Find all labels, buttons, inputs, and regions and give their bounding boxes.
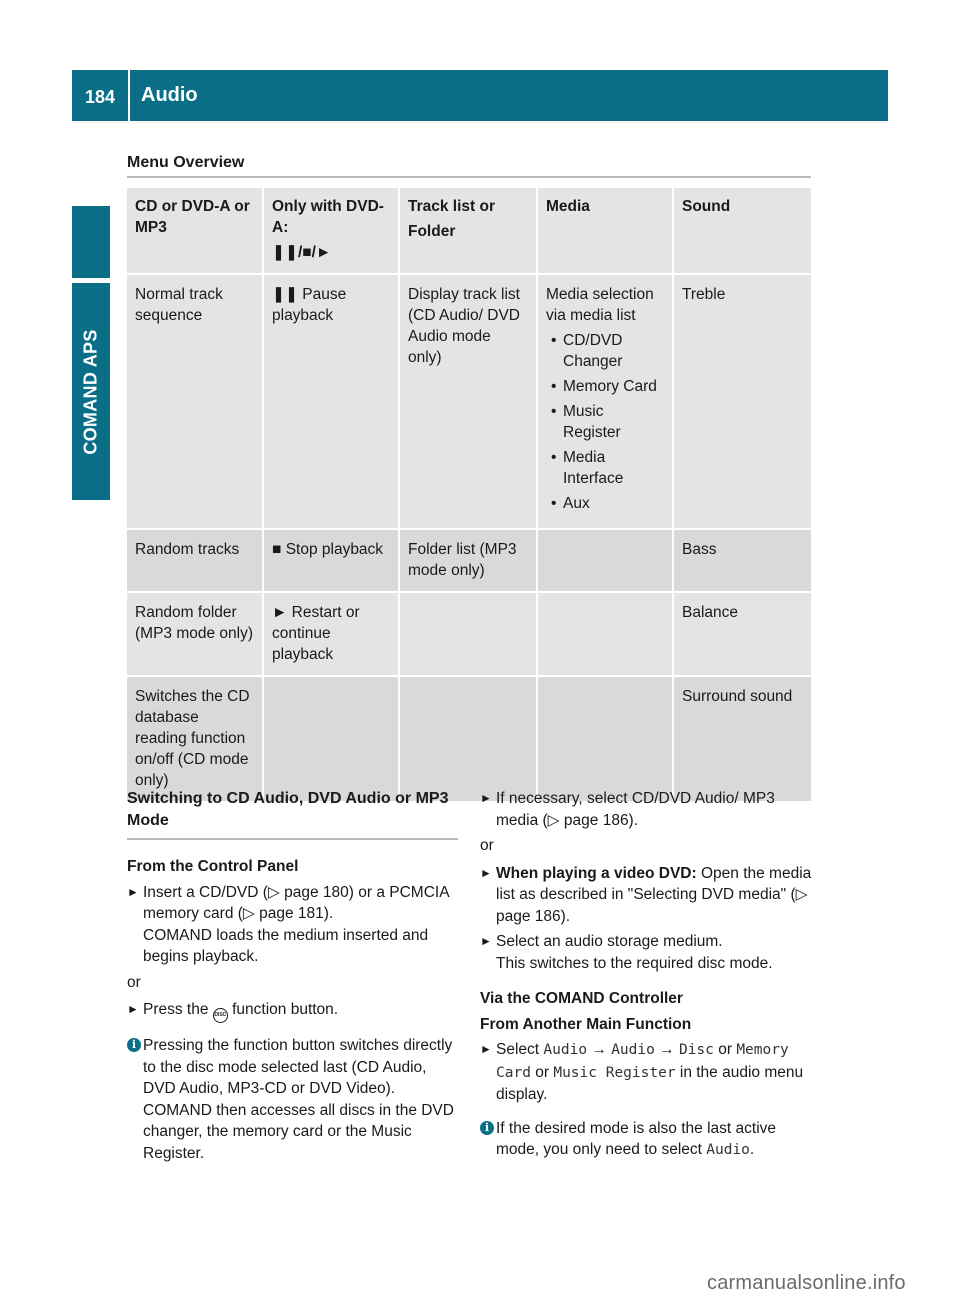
side-tab-label: COMAND APS <box>80 329 101 455</box>
section-heading: Switching to CD Audio, DVD Audio or MP3 Mode <box>127 788 458 840</box>
page-number: 184 <box>84 87 116 107</box>
info-text-end: . <box>749 1141 755 1158</box>
step-text: Insert a CD/DVD (▷ page 180) or a PCMCIA memory card (▷ page 181). <box>143 883 449 922</box>
menu-item-music-register: Music Register <box>553 1064 676 1081</box>
list-item: • CD/DVD Changer <box>546 330 664 372</box>
step-text: Press the <box>143 1001 209 1018</box>
instruction-step <box>480 863 812 928</box>
column-header-label: Only with DVD-A: <box>272 198 384 236</box>
info-text: Pressing the function button switches directly to the disc mode selected last (CD Audio, DVD Audio, MP3-CD or DVD Video). COMAND then accesses all discs in the DVD changer, the memory card or the Music Register. <box>143 1037 454 1162</box>
page-header <box>72 70 888 121</box>
table-cell: Bass <box>673 529 811 592</box>
table-cell: Display track list (CD Audio/ DVD Audio mode only) <box>399 274 537 529</box>
table-row <box>127 592 811 676</box>
info-note <box>127 1035 458 1164</box>
column-header-sub: Folder <box>408 223 456 240</box>
menu-item-disc: Disc <box>678 1042 714 1058</box>
step-arrow-icon: ► <box>480 865 492 880</box>
or-text: or <box>127 973 141 991</box>
table-row <box>127 676 811 802</box>
instruction-step <box>480 931 812 974</box>
menu-item-memory-card: Memory Card <box>496 1042 789 1081</box>
menu-overview-title: Menu Overview <box>127 154 811 178</box>
left-column <box>127 788 458 1164</box>
header-divider <box>128 70 130 121</box>
menu-overview-table <box>127 188 811 803</box>
info-icon: i <box>480 1121 494 1135</box>
menu-item-audio: Audio <box>543 1042 588 1058</box>
column-header-label: Track list or <box>408 198 496 215</box>
or-text: or <box>718 1041 732 1058</box>
play-icon: ► <box>272 604 288 621</box>
step-text: If necessary, select CD/DVD Audio/ MP3 media (▷ page 186). <box>496 790 775 829</box>
table-cell: Balance <box>673 592 811 676</box>
table-cell <box>399 592 537 676</box>
info-text: If the desired mode is also the last active mode, you only need to select <box>496 1119 777 1158</box>
info-note <box>480 1118 812 1162</box>
column-header: CD or DVD-A or MP3 <box>127 188 263 274</box>
cell-text: Restart or continue playback <box>272 604 360 663</box>
table-header-row <box>127 188 811 274</box>
instruction-step <box>480 788 812 831</box>
column-header <box>399 188 537 274</box>
subheading: From the Control Panel <box>127 858 299 875</box>
table-cell: Random folder (MP3 mode only) <box>127 592 263 676</box>
table-cell: Surround sound <box>673 676 811 802</box>
disc-button-icon: DISC <box>213 1008 228 1023</box>
table-cell <box>537 592 673 676</box>
step-text: function button. <box>232 1001 339 1018</box>
list-item: • Aux <box>546 493 664 514</box>
step-result: COMAND loads the medium inserted and begins playback. <box>143 926 429 965</box>
column-header <box>263 188 399 274</box>
playback-symbols: ❚❚/■/► <box>272 244 332 261</box>
media-list <box>546 330 664 514</box>
list-item: • Media Interface <box>546 447 664 489</box>
table-cell <box>263 274 399 529</box>
step-result: This switches to the required disc mode. <box>496 954 773 972</box>
list-item: • Music Register <box>546 401 664 443</box>
column-header: Sound <box>673 188 811 274</box>
step-text: Select an audio storage medium. <box>496 933 723 950</box>
cell-text: Pause playback <box>272 286 347 324</box>
cell-text: Stop playback <box>285 541 384 558</box>
table-cell: Normal track sequence <box>127 274 263 529</box>
table-row <box>127 274 811 529</box>
subheading: From Another Main Function <box>480 1015 692 1033</box>
step-label: When playing a video DVD: <box>496 864 697 882</box>
table-cell <box>537 274 673 529</box>
table-cell <box>399 676 537 802</box>
table-row <box>127 529 811 592</box>
step-text: in the audio menu display. <box>496 1063 804 1103</box>
arrow-icon: → <box>659 1041 675 1058</box>
step-text: Open the media list as described in "Selecting DVD media" (▷ page 186). <box>496 864 812 925</box>
step-arrow-icon: ► <box>127 1002 139 1016</box>
table-cell <box>537 529 673 592</box>
step-arrow-icon: ► <box>480 934 492 948</box>
instruction-step <box>127 882 458 968</box>
menu-item-audio: Audio <box>611 1042 655 1058</box>
step-arrow-icon: ► <box>480 1042 492 1056</box>
table-cell: Switches the CD database reading function on/off (CD mode only) <box>127 676 263 802</box>
or-text: or <box>535 1063 550 1081</box>
table-cell: Random tracks <box>127 529 263 592</box>
pause-icon: ❚❚ <box>272 286 298 303</box>
chapter-title: Audio <box>141 84 198 106</box>
step-arrow-icon: ► <box>127 884 139 899</box>
instruction-step <box>480 1039 812 1106</box>
table-cell <box>263 592 399 676</box>
column-header: Media <box>537 188 673 274</box>
table-cell: Treble <box>673 274 811 529</box>
instruction-step <box>127 999 458 1023</box>
subheading: Via the COMAND Controller <box>480 990 683 1007</box>
step-arrow-icon: ► <box>480 791 492 805</box>
table-cell <box>537 676 673 802</box>
side-tab-marker <box>72 206 110 278</box>
watermark: carmanualsonline.info <box>707 1272 906 1294</box>
table-cell: Folder list (MP3 mode only) <box>399 529 537 592</box>
table-cell <box>263 529 399 592</box>
menu-item-audio: Audio <box>706 1142 750 1158</box>
step-text: Select <box>496 1041 540 1058</box>
cell-text: Media selection via media list <box>546 286 654 324</box>
right-column <box>480 788 812 1162</box>
info-icon: i <box>127 1038 141 1052</box>
list-item: • Memory Card <box>546 376 664 397</box>
arrow-icon: → <box>591 1041 607 1058</box>
or-text: or <box>480 837 494 854</box>
stop-icon: ■ <box>272 541 282 558</box>
table-cell <box>263 676 399 802</box>
